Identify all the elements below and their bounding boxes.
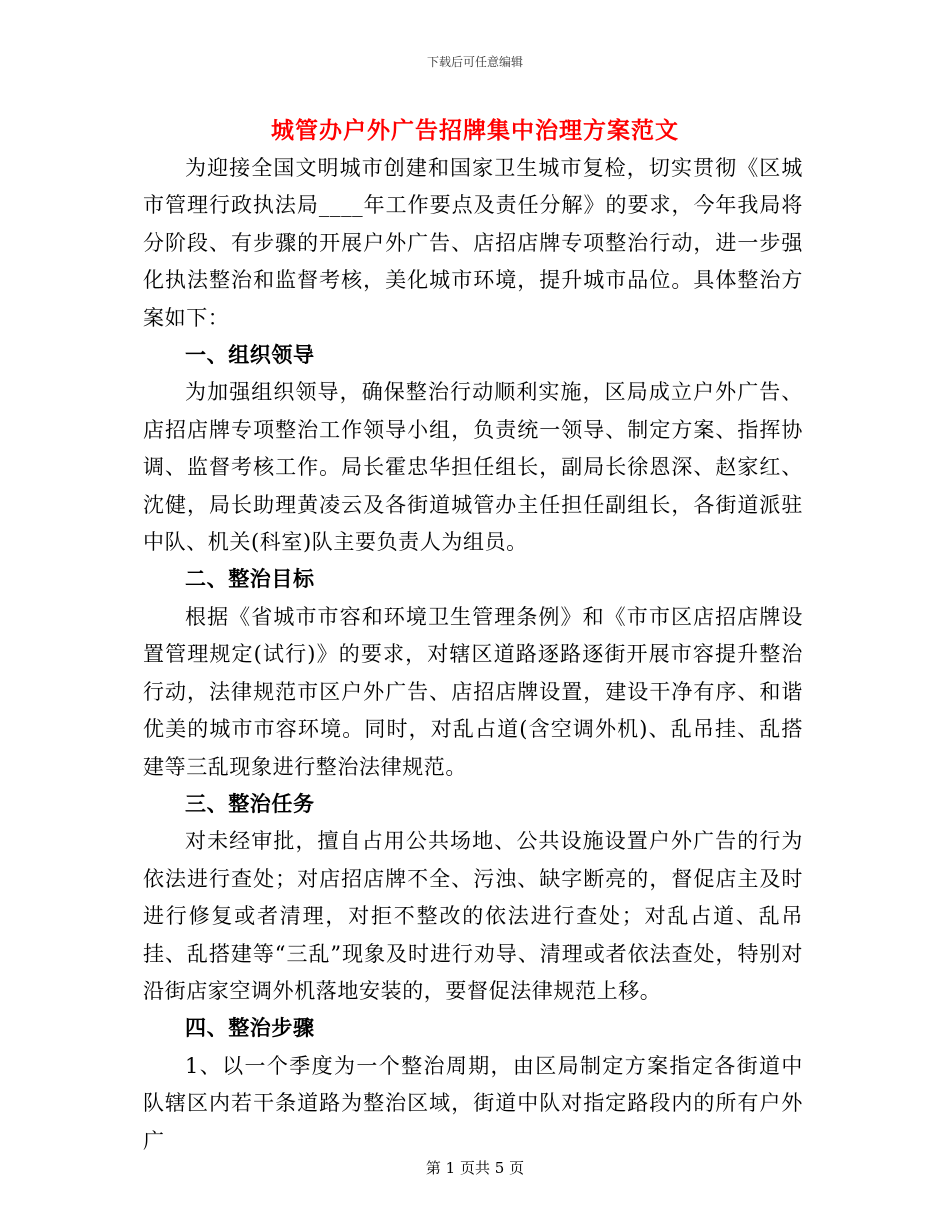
section-heading-goals: 二、整治目标 [185, 567, 315, 592]
section-paragraph-organization: 为加强组织领导，确保整治行动顺利实施，区局成立户外广告、店招店牌专项整治工作领导小组，负责统一领导、制定方案、指挥协调、监督考核工作。局长霍忠华担任组长，副局长徐恩深、赵家红、沈健，局长助理黄凌云及各街道城管办主任担任副组长，各街道派驻中队、机关(科室)队主要负责人为组员。 [143, 380, 803, 555]
section-paragraph-steps: 1、以一个季度为一个整治周期，由区局制定方案指定各街道中队辖区内若干条道路为整治区域，街道中队对指定路段内的所有户外广 [143, 1053, 803, 1153]
document-body [143, 150, 803, 1160]
section-paragraph-goals: 根据《省城市市容和环境卫生管理条例》和《市市区店招店牌设置管理规定(试行)》的要求，对辖区道路逐路逐街开展市容提升整治行动，法律规范市区户外广告、店招店牌设置，建设干净有序、和谐优美的城市市容环境。同时，对乱占道(含空调外机)、乱吊挂、乱搭建等三乱现象进行整治法律规范。 [143, 604, 803, 779]
page-header-note: 下载后可任意编辑 [426, 55, 523, 69]
intro-paragraph: 为迎接全国文明城市创建和国家卫生城市复检，切实贯彻《区城市管理行政执法局____年工作要点及责任分解》的要求，今年我局将分阶段、有步骤的开展户外广告、店招店牌专项整治行动，进一步强化执法整治和监督考核，美化城市环境，提升城市品位。具体整治方案如下： [143, 156, 803, 330]
page-number: 第 1 页共 5 页 [425, 1159, 525, 1177]
section-heading-organization: 一、组织领导 [185, 343, 315, 368]
section-paragraph-tasks: 对未经审批，擅自占用公共场地、公共设施设置户外广告的行为依法进行查处；对店招店牌不全、污浊、缺字断亮的，督促店主及时进行修复或者清理，对拒不整改的依法进行查处；对乱占道、乱吊挂、乱搭建等“三乱”现象及时进行劝导、清理或者依法查处，特别对沿街店家空调外机落地安装的，要督促法律规范上移。 [143, 829, 803, 1003]
section-heading-tasks: 三、整治任务 [185, 791, 315, 816]
section-heading-steps: 四、整治步骤 [185, 1016, 315, 1041]
document-title: 城管办户外广告招牌集中治理方案范文 [271, 117, 679, 144]
